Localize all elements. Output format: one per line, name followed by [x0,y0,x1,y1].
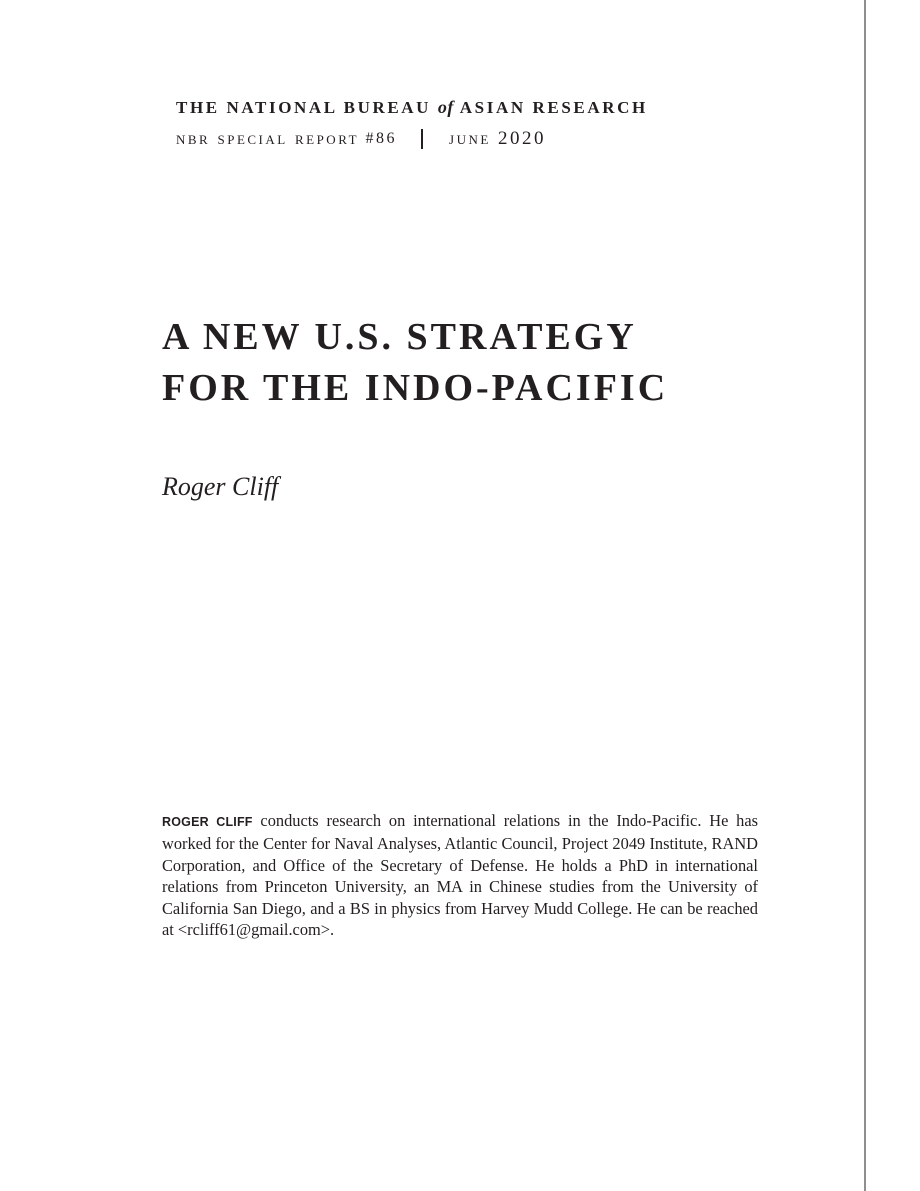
author-bio [162,810,758,940]
report-title-line-1: A NEW U.S. STRATEGY [162,316,637,358]
publisher-name-part2: ASIAN RESEARCH [459,98,648,117]
report-title-line-2: FOR THE INDO-PACIFIC [162,367,669,409]
page-edge-line [864,0,866,1191]
author-name: Roger Cliff [162,472,279,501]
report-date: june 2020 [449,128,547,149]
bio-author-name: ROGER CLIFF [162,815,253,829]
publisher-name-part1: THE NATIONAL BUREAU [176,98,432,117]
report-label: nbr special report [176,128,360,149]
report-number: #86 [365,130,398,147]
publisher-name [176,97,648,118]
report-divider [421,129,423,149]
report-title [162,312,668,414]
publisher-name-of: of [437,97,454,117]
bio-text: conducts research on international relations in the Indo-Pacific. He has worked for the Center for Naval Analyses, Atlantic Council, Project 2049 Institute, RAND Corporation, and Office of the Secretary of Defense. He holds a PhD in international relations from Princeton University, an MA in Chinese studies from the University of California San Diego, and a BS in physics from Harvey Mudd College. He can be reached at <rcliff61@gmail.com>. [162,811,758,940]
report-info [176,128,546,150]
